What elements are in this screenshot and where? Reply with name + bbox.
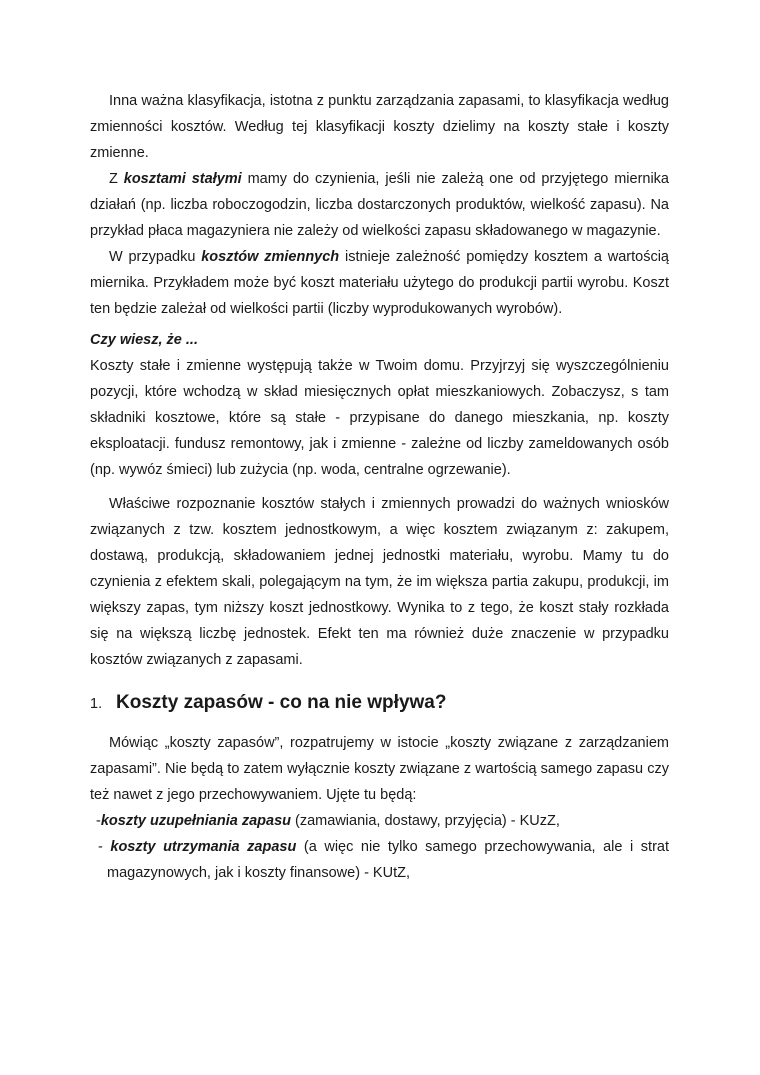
text-run: W przypadku bbox=[109, 249, 202, 265]
list-dash: - bbox=[98, 839, 111, 855]
text-run: mamy do czynienia, jeśli nie zależą one od przyjętego miernika działań (np. liczba roboczogodzin, liczba dostarczonych produktów, wielkość zapasu). Na przykład płaca magazyniera nie zależy od wielkości zapasu składowanego w magazynie. bbox=[90, 171, 669, 239]
text-run: istnieje zależność pomiędzy kosztem a wartością miernika. Przykładem może być koszt materiału użytego do produkcji partii wyrobu. Koszt ten będzie zależał od wielkości partii (liczby wyprodukowanych wyrobów). bbox=[90, 249, 669, 317]
spacer bbox=[90, 483, 669, 491]
section-number: 1. bbox=[90, 696, 103, 712]
text-run: (zamawiania, dostawy, przyjęcia) - KUzZ, bbox=[291, 813, 560, 829]
document-page bbox=[90, 88, 669, 886]
section-heading bbox=[90, 689, 669, 718]
term-replenishment-costs: koszty uzupełniania zapasu bbox=[100, 813, 292, 829]
paragraph-unit-cost: Właściwe rozpoznanie kosztów stałych i zmiennych prowadzi do ważnych wniosków związanych z tzw. kosztem jednostkowym, a więc kosztem związanym z: zakupem, dostawą, produkcją, składowaniem jednej jednostki materiału, wyrobu. Mamy tu do czynienia z efektem skali, polegającym na tym, że im większa partia zakupu, produkcji, im większy zapas, tym niższy koszt jednostkowy. Wynika to z tego, że koszt stały rozkłada się na większą liczbę jednostek. Efekt ten ma również duże znaczenie w przypadku kosztów związanych z zapasami. bbox=[90, 496, 669, 668]
paragraph-variable-costs bbox=[90, 244, 669, 322]
list-item bbox=[90, 834, 669, 886]
list-dash: - bbox=[96, 813, 101, 829]
paragraph-fixed-costs bbox=[90, 166, 669, 244]
term-fixed-costs: kosztami stałymi bbox=[123, 171, 242, 187]
list-item bbox=[90, 808, 669, 834]
text-run: Z bbox=[109, 171, 124, 187]
paragraph-classification-intro: Inna ważna klasyfikacja, istotna z punktu zarządzania zapasami, to klasyfikacja według zmienności kosztów. Według tej klasyfikacji koszty dzielimy na koszty stałe i koszty zmienne. bbox=[90, 93, 669, 161]
text-run: (a więc nie tylko samego przechowywania, ale i strat magazynowych, jak i koszty finansowe) - KUtZ, bbox=[107, 839, 669, 881]
paragraph-inventory-costs-intro: Mówiąc „koszty zapasów”, rozpatrujemy w istocie „koszty związane z zarządzaniem zapasami”. Nie będą to zatem wyłącznie koszty związane z wartością samego zapasu czy też nawet z jego przechowywaniem. Ujęte tu będą: bbox=[90, 735, 669, 803]
section-title: Koszty zapasów - co na nie wpływa? bbox=[116, 692, 447, 713]
term-holding-costs: koszty utrzymania zapasu bbox=[110, 839, 297, 855]
term-variable-costs: kosztów zmiennych bbox=[201, 249, 340, 265]
callout-body: Koszty stałe i zmienne występują także w Twoim domu. Przyjrzyj się wyszczególnieniu pozycji, które wchodzą w skład miesięcznych opłat mieszkaniowych. Zobaczysz, s tam składniki kosztowe, które są stałe - przypisane do danego mieszkania, np. koszty eksploatacji. fundusz remontowy, jak i zmienne - zależne od liczby zameldowanych osób (np. wywóz śmieci) lub zużycia (np. woda, centralne ogrzewanie). bbox=[90, 358, 669, 478]
callout-title: Czy wiesz, że ... bbox=[90, 332, 198, 348]
